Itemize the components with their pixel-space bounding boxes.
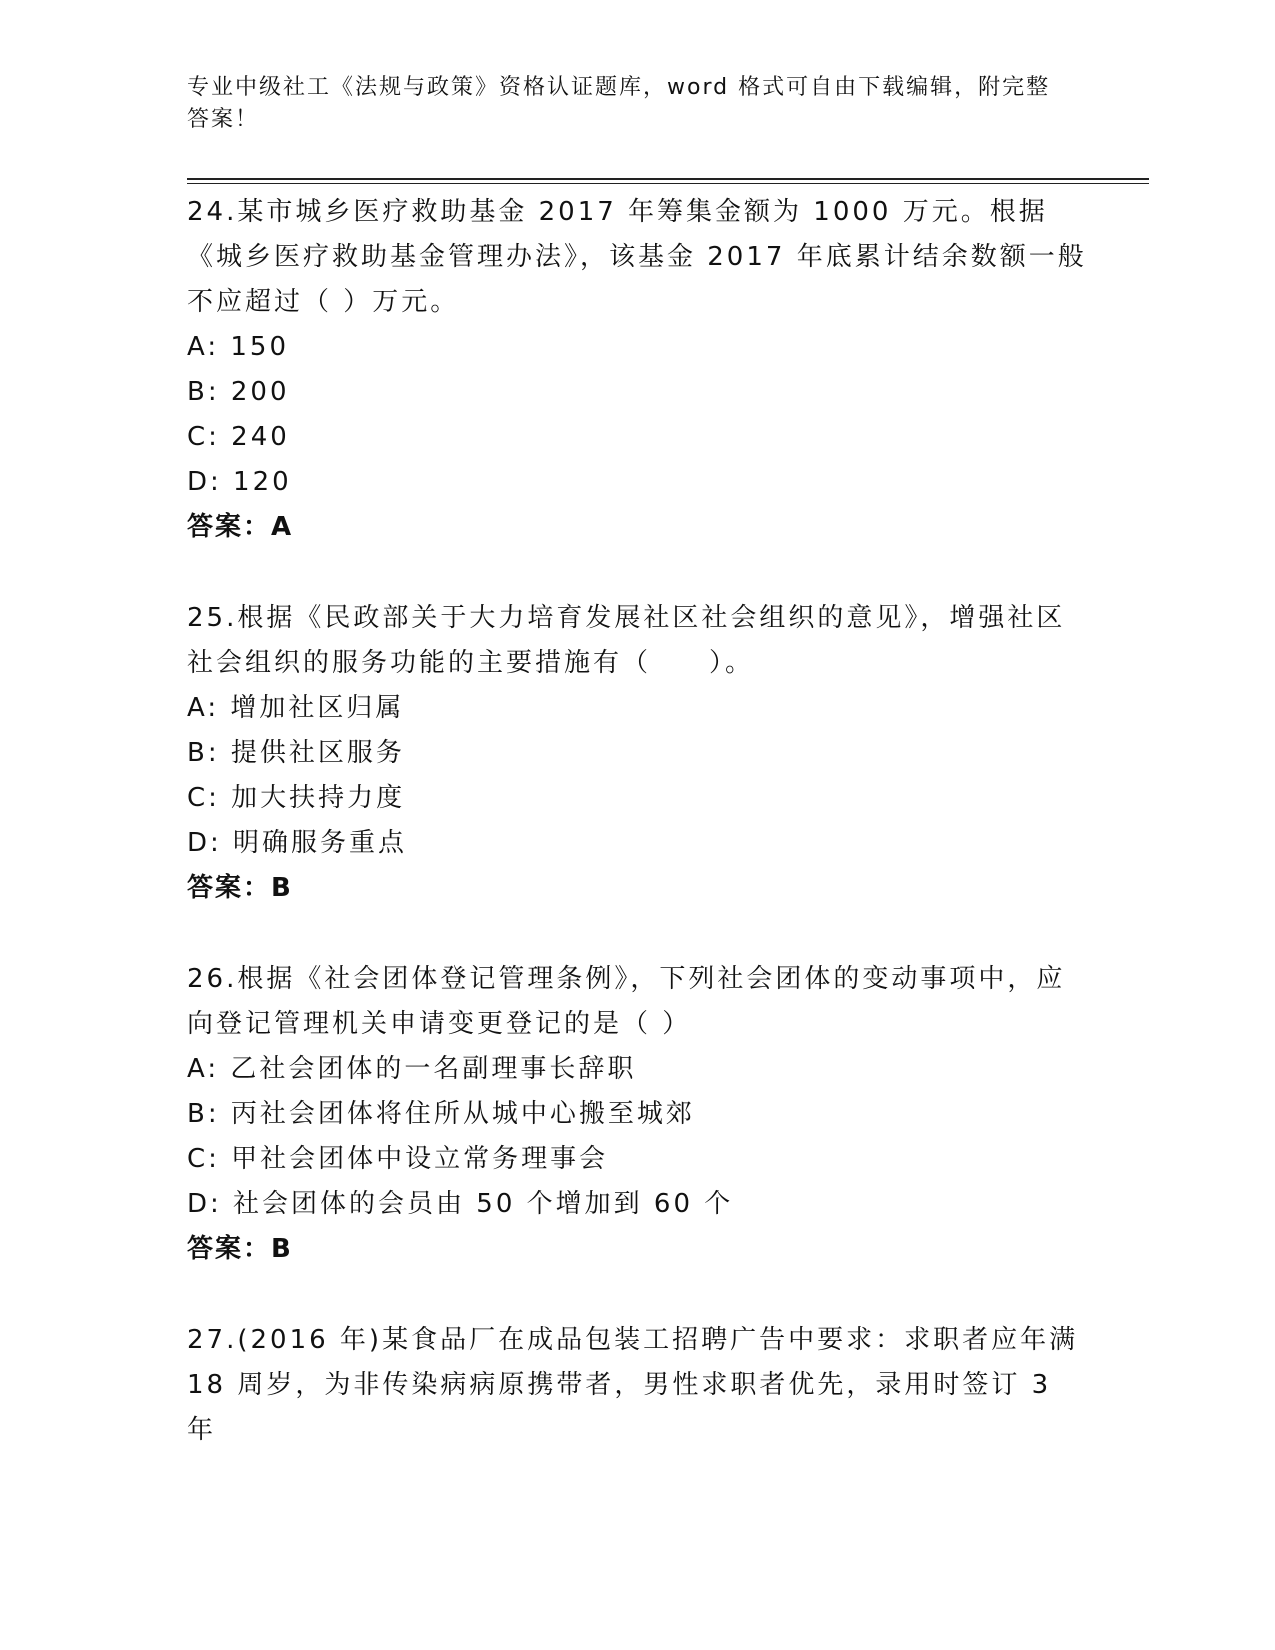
option-d: D: 120 (187, 467, 292, 497)
answer: 答案：B (187, 873, 293, 903)
option-d: D: 明确服务重点 (187, 828, 408, 858)
answer: 答案：A (187, 512, 294, 542)
option-c: C: 甲社会团体中设立常务理事会 (187, 1144, 609, 1174)
header-divider-thin (187, 183, 1149, 184)
option-a: A: 乙社会团体的一名副理事长辞职 (187, 1054, 637, 1084)
option-c: C: 加大扶持力度 (187, 783, 406, 813)
question-text: 25.根据《民政部关于大力培育发展社区社会组织的意见》，增强社区社会组织的服务功能的主要措施有（ ）。 (187, 603, 1066, 678)
option-b: B: 丙社会团体将住所从城中心搬至城郊 (187, 1099, 695, 1129)
question-25 (187, 596, 1087, 911)
option-b: B: 200 (187, 377, 290, 407)
question-text: 24.某市城乡医疗救助基金 2017 年筹集金额为 1000 万元。根据《城乡医疗救助基金管理办法》，该基金 2017 年底累计结余数额一般不应超过（ ）万元。 (187, 197, 1087, 317)
header-divider-thick (187, 178, 1149, 180)
question-24 (187, 190, 1087, 550)
option-a: A: 150 (187, 332, 289, 362)
document-header: 专业中级社工《法规与政策》资格认证题库，word 格式可自由下载编辑，附完整答案！ (187, 75, 1051, 132)
question-text: 26.根据《社会团体登记管理条例》，下列社会团体的变动事项中，应向登记管理机关申请变更登记的是（ ） (187, 964, 1066, 1039)
option-b: B: 提供社区服务 (187, 738, 405, 768)
option-d: D: 社会团体的会员由 50 个增加到 60 个 (187, 1189, 734, 1219)
question-26 (187, 957, 1087, 1272)
question-text: 27.(2016 年)某食品厂在成品包装工招聘广告中要求：求职者应年满 18 周岁，为非传染病病原携带者，男性求职者优先，录用时签订 3 年 (187, 1325, 1079, 1445)
question-list (187, 190, 1087, 1499)
option-a: A: 增加社区归属 (187, 693, 405, 723)
option-c: C: 240 (187, 422, 290, 452)
question-27 (187, 1318, 1087, 1453)
answer: 答案：B (187, 1234, 293, 1264)
